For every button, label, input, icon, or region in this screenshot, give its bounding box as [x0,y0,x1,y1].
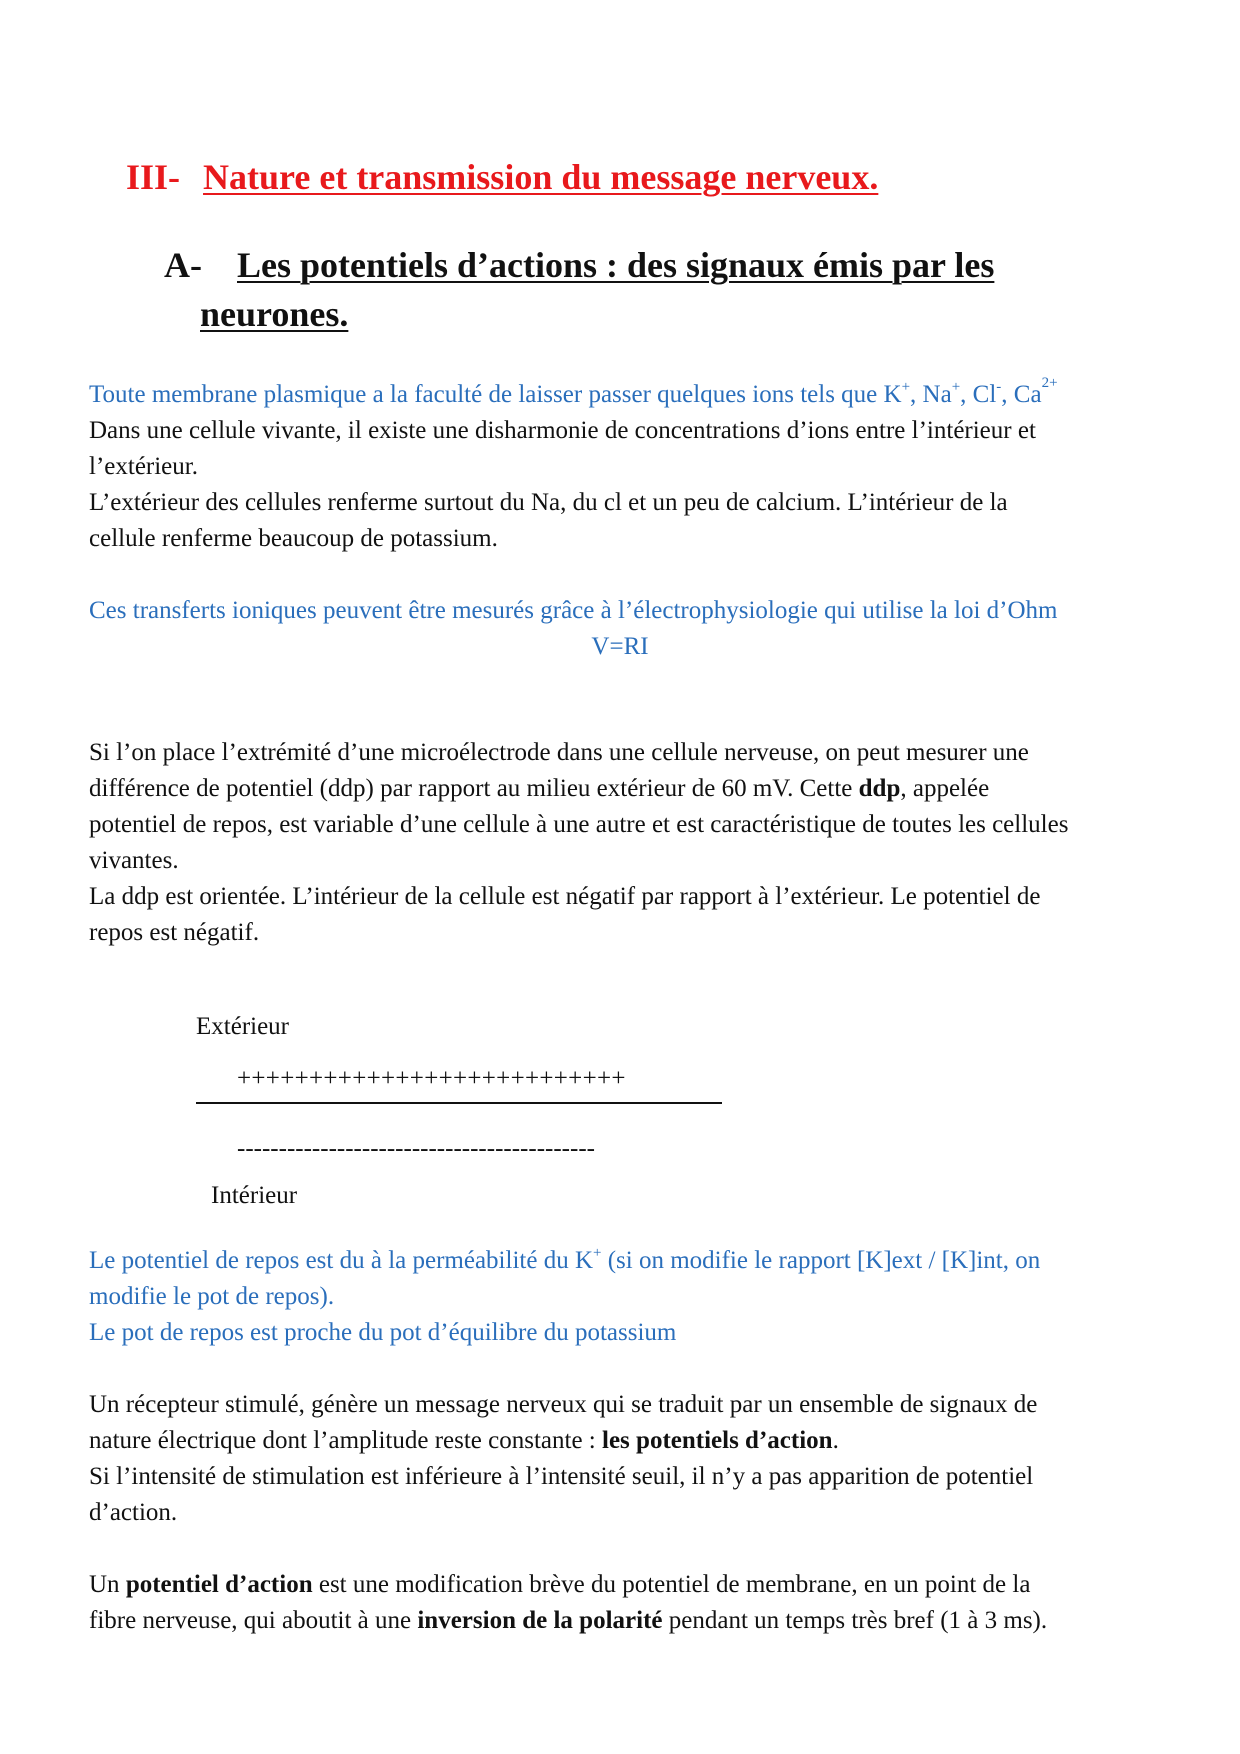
para3-line3: potentiel de repos, est variable d’une cellule à une autre et est caractéristique de toutes les cellules [89,811,1069,838]
para3-line1: Si l’on place l’extrémité d’une microélectrode dans une cellule nerveuse, on peut mesurer une [89,739,1029,766]
para5-line4: d’action. [89,1499,178,1526]
para1-line5: cellule renferme beaucoup de potassium. [89,525,498,552]
para6-line2: fibre nerveuse, qui aboutit à une inversion de la polarité pendant un temps très bref (1 à 3 ms). [89,1607,1048,1634]
para3-line4: vivantes. [89,847,179,874]
subsection-title-line2: neurones. [200,294,349,334]
para1-line1: Toute membrane plasmique a la faculté de laisser passer quelques ions tels que K+, Na+, Cl-, $Ca^{2+}$ [89,374,1058,408]
section-number: III- [126,157,181,197]
para5-line3: Si l’intensité de stimulation est inférieure à l’intensité seuil, il n’y a pas apparition de potentiel [89,1463,1034,1490]
para4-line2: modifie le pot de repos). [89,1283,335,1310]
membrane-line [196,1102,722,1104]
para5-line1: Un récepteur stimulé, génère un message nerveux qui se traduit par un ensemble de signaux de [89,1391,1038,1418]
para5-line2: nature électrique dont l’amplitude reste constante : les potentiels d’action. [89,1427,839,1454]
subsection-title-line1: Les potentiels d’actions : des signaux émis par les [237,245,995,285]
para1-line3: l’extérieur. [89,453,198,480]
ohm-formula: V=RI [591,633,649,660]
interior-label: Intérieur [211,1182,298,1209]
subsection-heading [164,244,994,286]
para2-line1: Ces transferts ioniques peuvent être mesurés grâce à l’électrophysiologie qui utilise la loi d’Ohm [89,597,1058,624]
subsection-letter: A- [164,245,202,285]
para3-line6: repos est négatif. [89,919,260,946]
para4-line3: Le pot de repos est proche du pot d’équilibre du potassium [89,1319,677,1346]
para1-line2: Dans une cellule vivante, il existe une disharmonie de concentrations d’ions entre l’intérieur et [89,417,1036,444]
para3-line2: différence de potentiel (ddp) par rapport au milieu extérieur de 60 mV. Cette ddp, appelée [89,775,990,802]
para1-line4: L’extérieur des cellules renferme surtout du Na, du cl et un peu de calcium. L’intérieur de la [89,489,1008,516]
para3-line5: La ddp est orientée. L’intérieur de la cellule est négatif par rapport à l’extérieur. Le potentiel de [89,883,1041,910]
para6-line1: Un potentiel d’action est une modification brève du potentiel de membrane, en un point de la [89,1571,1031,1598]
para4-line1: Le potentiel de repos est du à la perméabilité du K+ (si on modifie le rapport [K]ext / [K]int, on [89,1244,1041,1274]
section-heading [126,156,878,198]
exterior-label: Extérieur [196,1013,290,1040]
negative-charges-row: ------------------------------------------- [237,1135,595,1162]
positive-charges-row: +++++++++++++++++++++++++++ [237,1065,626,1092]
section-title: Nature et transmission du message nerveux. [203,157,879,197]
